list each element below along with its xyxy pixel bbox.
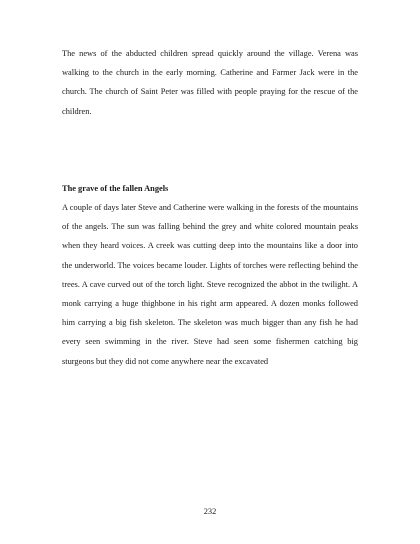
paragraph-1: The news of the abducted children spread quickly around the village. Verena was walking to the church in the early morning. Catherine and Farmer Jack were in the church. The church of Saint Peter was filled with people praying for the rescue of the children. [62, 49, 358, 116]
paragraph-2: A couple of days later Steve and Catherine were walking in the forests of the mountains of the angels. The sun was falling behind the grey and white colored mountain peaks when they heard voices. A creek was cutting deep into the mountains like a door into the underworld. The voices became louder. Lights of torches were reflecting behind the trees. A cave curved out of the torch light. Steve recognized the abbot in the twilight. A monk carrying a huge thighbone in his right arm appeared. A dozen monks followed him carrying a big fish skeleton. The skeleton was much bigger than any fish he had every seen swimming in the river. Steve had seen some fishermen catching big sturgeons but they did not come anywhere near the excavated [62, 203, 358, 366]
page-number: 232 [203, 507, 217, 516]
section-heading: The grave of the fallen Angels [62, 184, 169, 193]
